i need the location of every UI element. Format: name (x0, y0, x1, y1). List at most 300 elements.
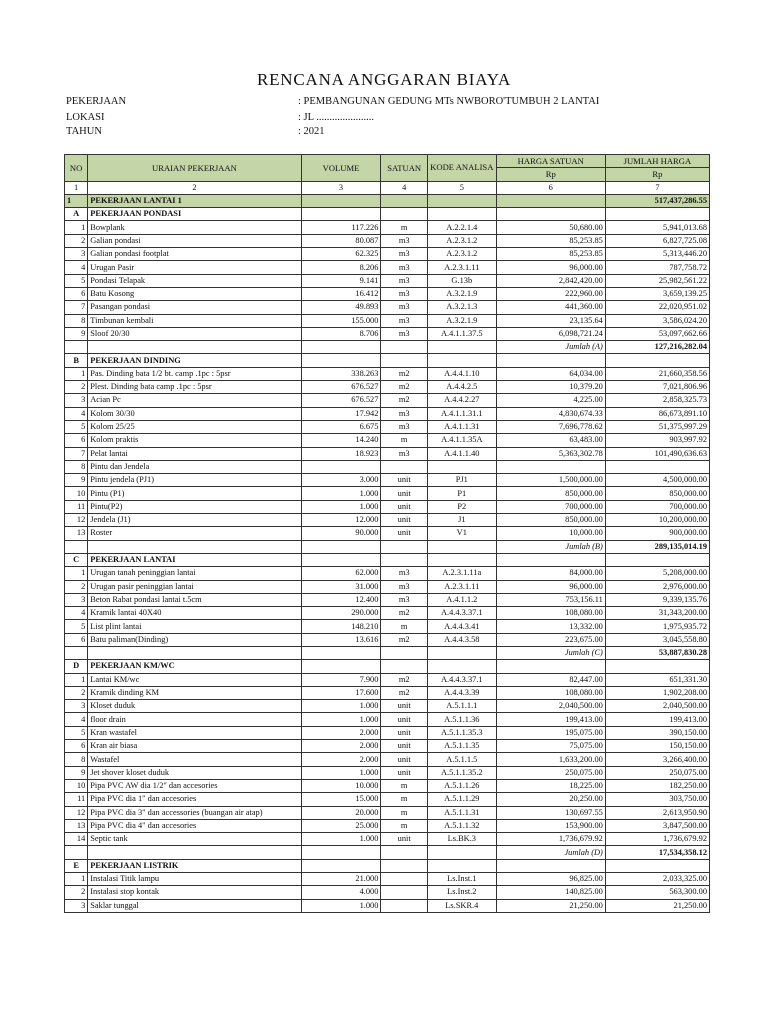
subtotal-value: 127,216,282.04 (605, 341, 709, 354)
item-volume: 49.893 (301, 301, 381, 314)
item-analysis-code (427, 460, 496, 473)
item-number: 14 (65, 833, 88, 846)
item-unit: unit (381, 514, 428, 527)
item-volume: 290.000 (301, 607, 381, 620)
item-number: 6 (65, 287, 88, 300)
item-number: 3 (65, 394, 88, 407)
item-analysis-code: A.5.1.1.26 (427, 779, 496, 792)
document-title: RENCANA ANGGARAN BIAYA (256, 70, 512, 89)
item-total-price: 900,000.00 (605, 527, 709, 540)
table-row (65, 819, 710, 832)
empty-cell (88, 646, 301, 659)
item-number: 8 (65, 460, 88, 473)
empty-cell (496, 194, 605, 207)
empty-cell (427, 553, 496, 566)
empty-cell (381, 859, 428, 872)
item-analysis-code: A.4.4.3.39 (427, 686, 496, 699)
section-header-row (65, 553, 710, 566)
subtotal-row (65, 540, 710, 553)
subtotal-label: Jumlah (A) (496, 341, 605, 354)
item-unit-price: 7,696,778.62 (496, 420, 605, 433)
item-analysis-code: A.3.2.1.3 (427, 301, 496, 314)
item-description: Pondasi Telapak (88, 274, 301, 287)
item-unit: m (381, 620, 428, 633)
item-unit: m3 (381, 327, 428, 340)
empty-cell (301, 208, 381, 221)
item-description: Pipa PVC dia 1" dan accesories (88, 793, 301, 806)
item-unit: unit (381, 766, 428, 779)
item-unit: m3 (381, 261, 428, 274)
item-analysis-code: A.4.1.1.37.5 (427, 327, 496, 340)
item-analysis-code: A.4.4.3.58 (427, 633, 496, 646)
item-total-price: 850,000.00 (605, 487, 709, 500)
item-analysis-code: P1 (427, 487, 496, 500)
empty-cell (605, 208, 709, 221)
item-volume: 2.000 (301, 740, 381, 753)
item-number: 7 (65, 447, 88, 460)
item-number: 3 (65, 700, 88, 713)
item-analysis-code: Ls.Inst.1 (427, 873, 496, 886)
empty-cell (301, 660, 381, 673)
item-volume: 15.000 (301, 793, 381, 806)
item-volume: 25.000 (301, 819, 381, 832)
item-unit: m2 (381, 607, 428, 620)
item-unit: m2 (381, 686, 428, 699)
item-unit-price: 4,830,674.33 (496, 407, 605, 420)
table-row (65, 833, 710, 846)
item-number: 11 (65, 500, 88, 513)
item-unit: m3 (381, 301, 428, 314)
empty-cell (427, 354, 496, 367)
item-unit: m (381, 779, 428, 792)
item-analysis-code: A.4.1.1.2 (427, 593, 496, 606)
item-analysis-code: V1 (427, 527, 496, 540)
item-description: Kramik dinding KM (88, 686, 301, 699)
item-total-price: 5,313,446.20 (605, 248, 709, 261)
item-total-price: 4,500,000.00 (605, 474, 709, 487)
item-total-price: 700,000.00 (605, 500, 709, 513)
item-unit-price: 75,075.00 (496, 740, 605, 753)
subtotal-label: Jumlah (B) (496, 540, 605, 553)
item-unit-price: 850,000.00 (496, 487, 605, 500)
item-total-price: 1,736,679.92 (605, 833, 709, 846)
item-unit-price: 2,040,500.00 (496, 700, 605, 713)
table-header (65, 155, 710, 182)
item-description: Urugan pasir peninggian lantai (88, 580, 301, 593)
table-row (65, 261, 710, 274)
item-unit-price: 10,379.20 (496, 381, 605, 394)
item-volume: 1.000 (301, 766, 381, 779)
item-number: 2 (65, 886, 88, 899)
item-number: 5 (65, 620, 88, 633)
item-unit-price: 13,332.00 (496, 620, 605, 633)
item-total-price: 199,413.00 (605, 713, 709, 726)
table-row (65, 407, 710, 420)
item-unit-price: 21,250.00 (496, 899, 605, 912)
meta-row-tahun (66, 126, 325, 137)
item-volume: 16.412 (301, 287, 381, 300)
table-row (65, 394, 710, 407)
table-row (65, 806, 710, 819)
item-unit: unit (381, 500, 428, 513)
section-title: PEKERJAAN DINDING (88, 354, 301, 367)
subtotal-row (65, 646, 710, 659)
table-row (65, 248, 710, 261)
item-unit-price: 753,156.11 (496, 593, 605, 606)
table-row (65, 500, 710, 513)
table-body (65, 181, 710, 912)
item-unit-price: 82,447.00 (496, 673, 605, 686)
meta-row-pekerjaan (66, 96, 600, 107)
item-volume: 12.400 (301, 593, 381, 606)
table-row (65, 620, 710, 633)
item-description: Kramik lantai 40X40 (88, 607, 301, 620)
empty-cell (301, 553, 381, 566)
empty-cell (427, 208, 496, 221)
item-analysis-code: A.2.3.1.2 (427, 234, 496, 247)
section-header-row (65, 660, 710, 673)
item-unit-price: 85,253.85 (496, 248, 605, 261)
item-unit-price: 23,135.64 (496, 314, 605, 327)
column-number: 4 (381, 181, 428, 194)
item-analysis-code: G.13b (427, 274, 496, 287)
item-number: 4 (65, 407, 88, 420)
table-row (65, 593, 710, 606)
item-total-price: 3,847,500.00 (605, 819, 709, 832)
item-unit-price: 250,075.00 (496, 766, 605, 779)
item-analysis-code: A.4.4.3.41 (427, 620, 496, 633)
table-row (65, 474, 710, 487)
meta-value: : JL ...................... (298, 112, 375, 123)
item-description: Saklar tunggal (88, 899, 301, 912)
item-description: Bowplank (88, 221, 301, 234)
item-unit: m3 (381, 567, 428, 580)
table-row (65, 607, 710, 620)
header-volume: VOLUME (301, 155, 381, 182)
item-unit-price: 223,675.00 (496, 633, 605, 646)
table-row (65, 381, 710, 394)
item-analysis-code: A.4.1.1.35A (427, 434, 496, 447)
meta-row-lokasi (66, 112, 375, 123)
table-row (65, 460, 710, 473)
table-row (65, 314, 710, 327)
item-total-price: 9,339,135.76 (605, 593, 709, 606)
item-volume: 17.600 (301, 686, 381, 699)
item-number: 6 (65, 740, 88, 753)
empty-cell (381, 208, 428, 221)
empty-cell (427, 646, 496, 659)
item-number: 4 (65, 713, 88, 726)
item-unit-price: 6,098,721.24 (496, 327, 605, 340)
item-number: 10 (65, 487, 88, 500)
item-number: 9 (65, 474, 88, 487)
meta-label: LOKASI (66, 112, 105, 123)
table-row (65, 367, 710, 380)
item-volume: 1.000 (301, 833, 381, 846)
empty-cell (381, 354, 428, 367)
item-description: Acian Pc (88, 394, 301, 407)
item-unit-price: 10,000.00 (496, 527, 605, 540)
item-unit: unit (381, 527, 428, 540)
item-total-price: 250,075.00 (605, 766, 709, 779)
item-description: floor drain (88, 713, 301, 726)
table-row (65, 434, 710, 447)
item-description: Kran wastafel (88, 726, 301, 739)
item-unit-price: 5,363,302.78 (496, 447, 605, 460)
item-description: Galian pondasi (88, 234, 301, 247)
item-description: Timbunan kembali (88, 314, 301, 327)
header-harga-satuan: HARGA SATUAN (496, 155, 605, 168)
item-description: Wastafel (88, 753, 301, 766)
item-unit-price: 153,900.00 (496, 819, 605, 832)
item-description: Beton Rabat pondasi lantai t.5cm (88, 593, 301, 606)
item-description: Pipa PVC dia 3" dan accessories (buangan air atap) (88, 806, 301, 819)
item-description: Instalasi stop kontak (88, 886, 301, 899)
item-unit-price: 20,250.00 (496, 793, 605, 806)
item-number: 1 (65, 221, 88, 234)
item-analysis-code: A.3.2.1.9 (427, 314, 496, 327)
item-volume: 4.000 (301, 886, 381, 899)
item-description: Pintu jendela (PJ1) (88, 474, 301, 487)
item-number: 3 (65, 593, 88, 606)
item-analysis-code: J1 (427, 514, 496, 527)
item-analysis-code: A.2.2.1.4 (427, 221, 496, 234)
row-number: 1 (65, 194, 88, 207)
item-unit: m (381, 221, 428, 234)
section-title: PEKERJAAN PONDASI (88, 208, 301, 221)
item-description: Kolom 25/25 (88, 420, 301, 433)
item-total-price: 21,660,358.56 (605, 367, 709, 380)
item-description: Pintu(P2) (88, 500, 301, 513)
item-total-price: 25,982,561.22 (605, 274, 709, 287)
item-volume: 676.527 (301, 381, 381, 394)
item-unit-price: 64,034.00 (496, 367, 605, 380)
item-number: 11 (65, 793, 88, 806)
empty-cell (88, 846, 301, 859)
empty-cell (381, 341, 428, 354)
item-analysis-code: A.2.3.1.11 (427, 261, 496, 274)
item-unit-price: 1,500,000.00 (496, 474, 605, 487)
item-volume: 13.616 (301, 633, 381, 646)
section-title: PEKERJAAN LANTAI 1 (88, 194, 301, 207)
meta-value: : PEMBANGUNAN GEDUNG MTs NWBORO'TUMBUH 2 LANTAI (298, 96, 600, 107)
header-rp: Rp (496, 168, 605, 181)
item-unit: unit (381, 474, 428, 487)
item-description: Pelat lantai (88, 447, 301, 460)
item-unit: m3 (381, 447, 428, 460)
item-total-price: 651,331.30 (605, 673, 709, 686)
item-analysis-code: A.4.1.1.31 (427, 420, 496, 433)
item-total-price: 2,858,325.73 (605, 394, 709, 407)
empty-cell (381, 194, 428, 207)
item-analysis-code: A.4.1.1.31.1 (427, 407, 496, 420)
item-total-price: 3,266,400.00 (605, 753, 709, 766)
item-volume: 7.900 (301, 673, 381, 686)
item-unit: m2 (381, 381, 428, 394)
item-total-price: 31,343,200.00 (605, 607, 709, 620)
item-unit-price: 50,680.00 (496, 221, 605, 234)
item-description: Kolom 30/30 (88, 407, 301, 420)
empty-cell (301, 859, 381, 872)
empty-cell (301, 354, 381, 367)
item-total-price: 101,490,636.63 (605, 447, 709, 460)
empty-cell (427, 859, 496, 872)
column-number: 5 (427, 181, 496, 194)
item-total-price: 3,045,558.80 (605, 633, 709, 646)
table-row (65, 567, 710, 580)
table-row (65, 779, 710, 792)
column-number: 6 (496, 181, 605, 194)
item-unit-price (496, 460, 605, 473)
item-volume: 17.942 (301, 407, 381, 420)
item-volume: 338.263 (301, 367, 381, 380)
item-analysis-code: A.5.1.1.36 (427, 713, 496, 726)
item-analysis-code: A.5.1.1.1 (427, 700, 496, 713)
item-unit-price: 700,000.00 (496, 500, 605, 513)
table-row (65, 899, 710, 912)
table-row (65, 633, 710, 646)
section-title: PEKERJAAN KM/WC (88, 660, 301, 673)
item-description: Pasangan pondasi (88, 301, 301, 314)
table-row (65, 420, 710, 433)
item-unit-price: 63,483.00 (496, 434, 605, 447)
table-row (65, 527, 710, 540)
item-analysis-code: Ls.Inst.2 (427, 886, 496, 899)
item-description: Urugan tanah peninggian lantai (88, 567, 301, 580)
item-description: Pintu (P1) (88, 487, 301, 500)
header-satuan: SATUAN (381, 155, 428, 182)
item-analysis-code: A.5.1.1.35.2 (427, 766, 496, 779)
item-analysis-code: A.5.1.1.35.3 (427, 726, 496, 739)
item-analysis-code: A.5.1.1.5 (427, 753, 496, 766)
empty-cell (605, 553, 709, 566)
item-analysis-code: P2 (427, 500, 496, 513)
column-number: 2 (88, 181, 301, 194)
item-number: 8 (65, 314, 88, 327)
item-unit-price: 84,000.00 (496, 567, 605, 580)
subtotal-value: 17,534,358.12 (605, 846, 709, 859)
meta-label: PEKERJAAN (66, 96, 127, 107)
item-total-price: 6,827,725.08 (605, 234, 709, 247)
item-total-price: 1,902,208.00 (605, 686, 709, 699)
item-description: Septic tank (88, 833, 301, 846)
item-unit-price: 130,697.55 (496, 806, 605, 819)
item-analysis-code: A.5.1.1.35 (427, 740, 496, 753)
item-volume: 1.000 (301, 487, 381, 500)
item-unit (381, 460, 428, 473)
item-unit-price: 199,413.00 (496, 713, 605, 726)
item-unit-price: 1,736,679.92 (496, 833, 605, 846)
empty-cell (381, 660, 428, 673)
item-total-price: 563,300.00 (605, 886, 709, 899)
item-total-price: 86,673,891.10 (605, 407, 709, 420)
item-volume: 80.087 (301, 234, 381, 247)
section-header-row (65, 354, 710, 367)
item-description: Pintu dan Jendela (88, 460, 301, 473)
item-unit: m2 (381, 633, 428, 646)
item-number: 1 (65, 673, 88, 686)
item-unit-price: 18,225.00 (496, 779, 605, 792)
item-number: 2 (65, 580, 88, 593)
table-row (65, 713, 710, 726)
item-total-price: 3,659,139.25 (605, 287, 709, 300)
item-volume: 1.000 (301, 899, 381, 912)
item-volume: 6.675 (301, 420, 381, 433)
item-description: Batu Kosong (88, 287, 301, 300)
subtotal-label: Jumlah (C) (496, 646, 605, 659)
item-analysis-code: A.2.3.1.2 (427, 248, 496, 261)
item-number: 9 (65, 766, 88, 779)
item-number: 5 (65, 726, 88, 739)
empty-cell (65, 846, 88, 859)
item-description: Batu paliman(Dinding) (88, 633, 301, 646)
table-row (65, 447, 710, 460)
empty-cell (381, 846, 428, 859)
item-unit-price: 441,360.00 (496, 301, 605, 314)
item-analysis-code: A.5.1.1.29 (427, 793, 496, 806)
item-unit: m3 (381, 314, 428, 327)
item-total-price: 21,250.00 (605, 899, 709, 912)
table-row (65, 673, 710, 686)
item-unit (381, 873, 428, 886)
item-number: 2 (65, 381, 88, 394)
item-description: Urugan Pasir (88, 261, 301, 274)
section-title: PEKERJAAN LANTAI (88, 553, 301, 566)
item-analysis-code: A.2.3.1.11 (427, 580, 496, 593)
item-volume: 12.000 (301, 514, 381, 527)
item-number: 12 (65, 514, 88, 527)
item-unit-price: 108,080.00 (496, 686, 605, 699)
item-volume: 155.000 (301, 314, 381, 327)
item-volume: 2.000 (301, 753, 381, 766)
empty-cell (427, 540, 496, 553)
empty-cell (427, 660, 496, 673)
item-unit-price: 140,825.00 (496, 886, 605, 899)
item-unit: m (381, 793, 428, 806)
item-unit-price: 85,253.85 (496, 234, 605, 247)
header-jumlah-harga: JUMLAH HARGA (605, 155, 709, 168)
item-total-price (605, 460, 709, 473)
item-unit: m3 (381, 593, 428, 606)
empty-cell (65, 646, 88, 659)
table-row (65, 700, 710, 713)
item-number: 5 (65, 274, 88, 287)
table-row (65, 766, 710, 779)
subtotal-row (65, 846, 710, 859)
item-number: 1 (65, 367, 88, 380)
empty-cell (301, 646, 381, 659)
empty-cell (65, 540, 88, 553)
table-row (65, 726, 710, 739)
item-description: Jendela (J1) (88, 514, 301, 527)
item-unit: unit (381, 753, 428, 766)
empty-cell (301, 341, 381, 354)
section-letter: D (65, 660, 88, 673)
header-uraian: URAIAN PEKERJAAN (88, 155, 301, 182)
item-volume: 90.000 (301, 527, 381, 540)
item-unit-price: 195,075.00 (496, 726, 605, 739)
item-unit-price: 96,000.00 (496, 261, 605, 274)
item-total-price: 53,097,662.66 (605, 327, 709, 340)
item-total-price: 2,033,325.00 (605, 873, 709, 886)
empty-cell (301, 194, 381, 207)
subtotal-value: 289,135,014.19 (605, 540, 709, 553)
item-total-price: 5,208,000.00 (605, 567, 709, 580)
meta-label: TAHUN (66, 126, 102, 137)
item-analysis-code: A.4.1.1.40 (427, 447, 496, 460)
section-letter: C (65, 553, 88, 566)
empty-cell (496, 354, 605, 367)
